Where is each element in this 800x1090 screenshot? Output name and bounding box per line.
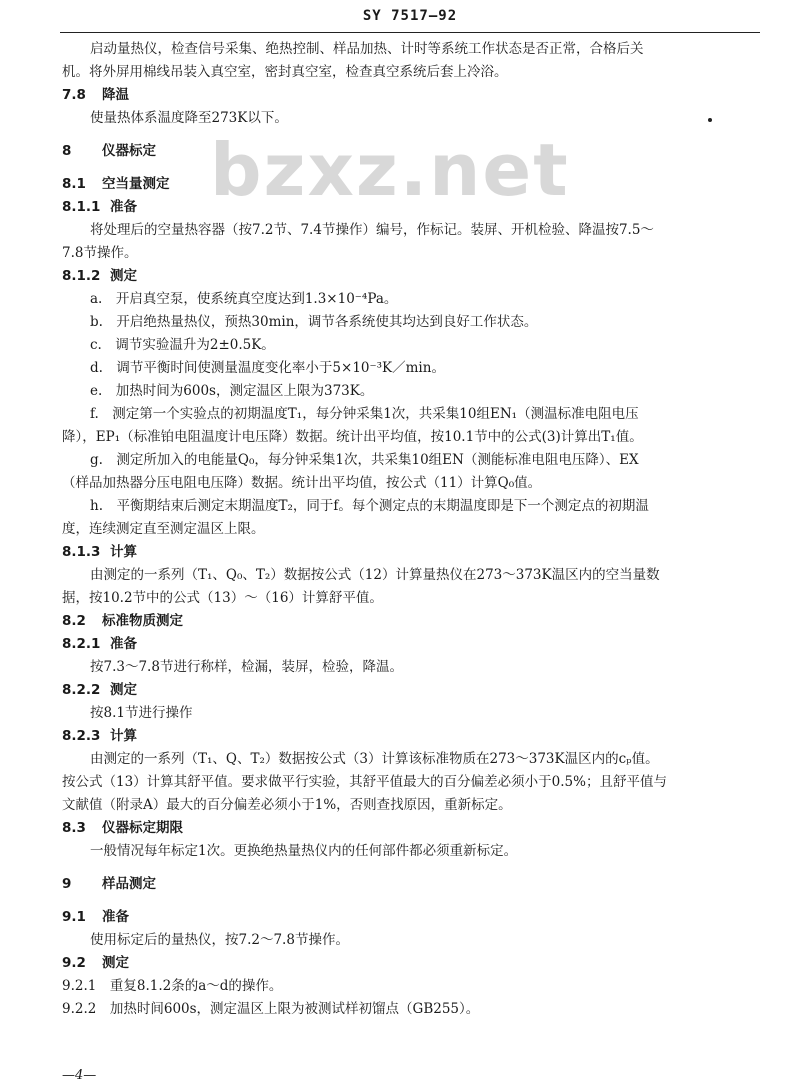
- list-item-h-cont: 度，连续测定直至测定温区上限。: [62, 521, 265, 537]
- section-8-2-2-heading: 8.2.2 测定: [62, 682, 137, 698]
- paragraph-line: 由测定的一系列（T₁、Q、T₂）数据按公式（3）计算该标准物质在273～373K温区内的cₚ值。: [90, 751, 659, 767]
- paragraph-line: 文献值（附录A）最大的百分偏差必须小于1%，否则查找原因，重新标定。: [62, 797, 512, 813]
- section-9-2-heading: 9.2 测定: [62, 955, 129, 971]
- paragraph-line: 将处理后的空量热容器（按7.2节、7.4节操作）编号，作标记。装屏、开机检验、降温按7.5～: [90, 222, 654, 238]
- paragraph-line: 由测定的一系列（T₁、Q₀、T₂）数据按公式（12）计算量热仪在273～373K温区内的空当量数: [90, 567, 660, 583]
- list-item-g-cont: （样品加热器分压电阻电压降）数据。统计出平均值，按公式（11）计算Q₀值。: [62, 475, 542, 491]
- section-8-1-heading: 8.1 空当量测定: [62, 176, 170, 192]
- section-9-heading: 9 样品测定: [62, 876, 156, 892]
- document-body: [62, 38, 772, 1021]
- section-7-8-heading: 7.8 降温: [62, 87, 129, 103]
- list-item-f: f. 测定第一个实验点的初期温度T₁，每分钟采集1次，共采集10组EN₁（测温标准电阻电压: [90, 406, 639, 422]
- section-8-2-1-heading: 8.2.1 准备: [62, 636, 137, 652]
- section-8-1-2-heading: 8.1.2 测定: [62, 268, 137, 284]
- paragraph-line: 按7.3～7.8节进行称样，检漏，装屏，检验，降温。: [90, 659, 403, 675]
- paragraph-line: 机。将外屏用棉线吊装入真空室，密封真空室，检查真空系统后套上冷浴。: [62, 64, 508, 80]
- section-8-1-3-heading: 8.1.3 计算: [62, 544, 137, 560]
- list-item-e: e. 加热时间为600s，测定温区上限为373K。: [90, 383, 374, 399]
- paragraph-line: 使用标定后的量热仪，按7.2～7.8节操作。: [90, 932, 349, 948]
- list-item-d: d. 调节平衡时间使测量温度变化率小于5×10⁻³K／min。: [90, 360, 445, 376]
- list-item-b: b. 开启绝热量热仪，预热30min，调节各系统使其均达到良好工作状态。: [90, 314, 538, 330]
- section-8-1-1-heading: 8.1.1 准备: [62, 199, 137, 215]
- section-8-2-heading: 8.2 标准物质测定: [62, 613, 183, 629]
- watermark: bzxz.net: [210, 128, 570, 212]
- paragraph-line: 使量热体系温度降至273K以下。: [90, 110, 288, 126]
- list-item-g: g. 测定所加入的电能量Q₀，每分钟采集1次，共采集10组EN（测能标准电阻电压降）、EX: [90, 452, 639, 468]
- list-item-h: h. 平衡期结束后测定末期温度T₂，同于f。每个测定点的末期温度即是下一个测定点的初期温: [90, 498, 649, 514]
- page-header: [60, 8, 760, 33]
- section-8-3-heading: 8.3 仪器标定期限: [62, 820, 183, 836]
- paragraph-line: 据，按10.2节中的公式（13）～（16）计算舒平值。: [62, 590, 383, 606]
- paragraph-line: 按公式（13）计算其舒平值。要求做平行实验，其舒平值最大的百分偏差必须小于0.5%；且舒平值与: [62, 774, 667, 790]
- section-8-2-3-heading: 8.2.3 计算: [62, 728, 137, 744]
- section-8-heading: 8 仪器标定: [62, 143, 156, 159]
- item-9-2-1: 9.2.1 重复8.1.2条的a～d的操作。: [62, 978, 283, 994]
- section-9-1-heading: 9.1 准备: [62, 909, 129, 925]
- paragraph-line: 7.8节操作。: [62, 245, 138, 261]
- page-number: —4—: [62, 1068, 97, 1083]
- paragraph-line: 一般情况每年标定1次。更换绝热量热仪内的任何部件都必须重新标定。: [90, 843, 518, 859]
- list-item-a: a. 开启真空泵，使系统真空度达到1.3×10⁻⁴Pa。: [90, 291, 398, 307]
- list-item-c: c. 调节实验温升为2±0.5K。: [90, 337, 275, 353]
- list-item-f-cont: 降），EP₁（标准铂电阻温度计电压降）数据。统计出平均值，按10.1节中的公式(3)计算出T₁值。: [62, 429, 643, 445]
- item-9-2-2: 9.2.2 加热时间600s，测定温区上限为被测试样初馏点（GB255）。: [62, 1001, 480, 1017]
- standard-code: SY 7517—92: [362, 8, 458, 24]
- paragraph-line: 启动量热仪，检查信号采集、绝热控制、样品加热、计时等系统工作状态是否正常，合格后关: [90, 41, 644, 57]
- paragraph-line: 按8.1节进行操作: [90, 705, 193, 721]
